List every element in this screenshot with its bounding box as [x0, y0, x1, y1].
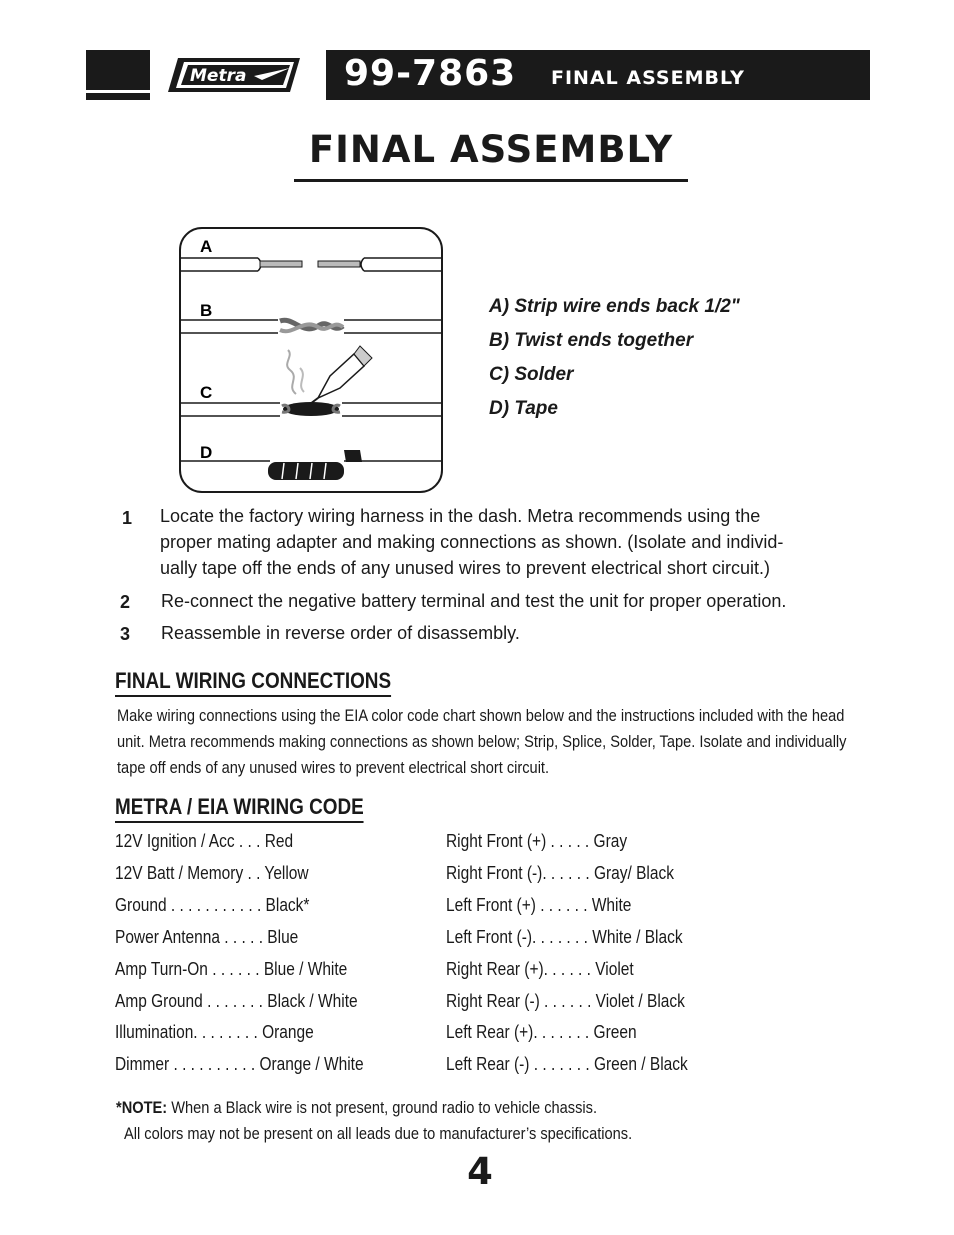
note-line-1 — [116, 1098, 597, 1118]
step-number: 1 — [122, 508, 133, 528]
final-wiring-line: unit. Metra recommends making connections as shown below; Strip, Splice, Solder, Tape. Isolate and individually — [117, 732, 847, 751]
wiring-code-left-row: Amp Turn-On . . . . . . Blue / White — [115, 959, 348, 979]
final-wiring-text — [117, 703, 848, 781]
wiring-code-right-row: Right Rear (+). . . . . . Violet — [446, 959, 634, 979]
header-block-graphic — [86, 50, 150, 100]
wiring-code-left-row: Amp Ground . . . . . . . Black / White — [115, 991, 358, 1011]
wiring-code-title: METRA / EIA WIRING CODE — [115, 794, 364, 823]
step-number: 2 — [120, 592, 131, 612]
wiring-code-right-row: Right Front (-). . . . . . Gray/ Black — [446, 863, 674, 883]
final-wiring-line: Make wiring connections using the EIA color code chart shown below and the instructions included with the head — [117, 706, 845, 725]
final-wiring-title: FINAL WIRING CONNECTIONS — [115, 668, 391, 697]
wiring-code-right-row: Left Rear (+). . . . . . . Green — [446, 1022, 637, 1042]
wiring-code-right-row: Left Front (-). . . . . . . White / Black — [446, 927, 683, 947]
splice-diagram — [178, 226, 444, 494]
step-1-line: proper mating adapter and making connections as shown. (Isolate and individ- — [160, 532, 784, 552]
note-text: When a Black wire is not present, ground radio to vehicle chassis. — [167, 1098, 598, 1117]
step-number: 3 — [120, 624, 131, 644]
diagram-label-a: A — [200, 237, 213, 256]
diagram-label-b: B — [200, 301, 213, 320]
diagram-label-c: C — [200, 383, 213, 402]
diagram-label-d: D — [200, 443, 213, 462]
step-1-line: ually tape off the ends of any unused wires to prevent electrical short circuit.) — [160, 558, 770, 578]
step-caption-a: A) Strip wire ends back 1/2" — [489, 296, 740, 317]
step-caption-d: D) Tape — [489, 398, 558, 419]
wiring-code-left-row: Illumination. . . . . . . . Orange — [115, 1022, 314, 1042]
model-number: 99-7863 — [344, 53, 517, 94]
logo-text: Metra — [190, 66, 247, 86]
title-underline — [294, 179, 688, 182]
wiring-code-left-row: 12V Ignition / Acc . . . Red — [115, 831, 294, 851]
step-text — [160, 503, 783, 581]
wiring-code-right-row: Right Front (+) . . . . . Gray — [446, 831, 628, 851]
final-wiring-line: tape off ends of any unused wires to prevent electrical short circuit. — [117, 758, 550, 777]
wiring-code-left-row: 12V Batt / Memory . . Yellow — [115, 863, 309, 883]
page-title: FINAL ASSEMBLY — [308, 128, 674, 171]
wiring-code-left-row: Dimmer . . . . . . . . . . Orange / White — [115, 1054, 364, 1074]
step-1-line: Locate the factory wiring harness in the dash. Metra recommends using the — [160, 506, 761, 526]
step-text: Reassemble in reverse order of disassembly. — [161, 623, 520, 643]
step-caption-b: B) Twist ends together — [489, 330, 694, 351]
metra-logo — [164, 50, 304, 100]
wiring-code-right-row: Right Rear (-) . . . . . . Violet / Black — [446, 991, 685, 1011]
wiring-code-left-row: Power Antenna . . . . . Blue — [115, 927, 299, 947]
note-label: *NOTE: — [116, 1098, 168, 1117]
wiring-code-left-row: Ground . . . . . . . . . . . Black* — [115, 895, 310, 915]
header-section-name: FINAL ASSEMBLY — [551, 67, 745, 89]
page-number: 4 — [467, 1150, 493, 1193]
step-text: Re-connect the negative battery terminal and test the unit for proper operation. — [161, 591, 787, 611]
step-caption-c: C) Solder — [489, 364, 574, 385]
note-line-2: All colors may not be present on all leads due to manufacturer’s specifications. — [124, 1124, 633, 1143]
wiring-code-right-row: Left Front (+) . . . . . . White — [446, 895, 632, 915]
wiring-code-right-row: Left Rear (-) . . . . . . . Green / Black — [446, 1054, 688, 1074]
header-title-bar — [326, 50, 870, 100]
